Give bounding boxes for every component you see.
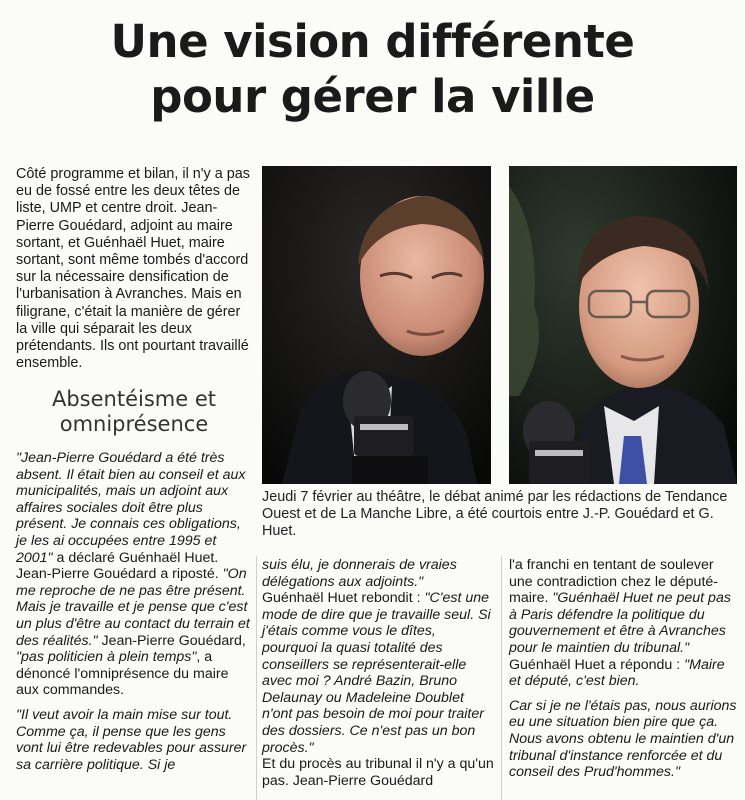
- column-1: [16, 450, 252, 773]
- col2-paragraph-2: [262, 590, 494, 756]
- subheading-line-2: omniprésence: [59, 412, 209, 436]
- photo-jp-gouedard: [262, 166, 491, 484]
- column-3: [509, 557, 737, 781]
- col3-paragraph-2: Car si je ne l'étais pas, nous aurions eu une situation bien pire que ça. Nous avons obtenu le maintien d'un tribunal d'instance renforcée et du conseil des Prud'hommes.": [509, 697, 737, 781]
- headline-line-2: pour gérer la ville: [150, 70, 595, 123]
- intro-paragraph: Côté programme et bilan, il n'y a pas eu de fossé entre les deux têtes de liste, UMP et centre droit. Jean-Pierre Gouédard, adjoint au maire sortant, et Guénhaël Huet, maire sortant, sont même tombés d'accord sur la nécessaire densification de l'urbanisation à Avranches. Mais en filigrane, c'était la manière de gérer la ville qui séparait les deux prétendants. Ils ont pourtant travaillé ensemble.: [16, 166, 250, 372]
- col3-text-1: l'a franchi en tentant de soulever une contradiction chez le député-maire.: [509, 557, 719, 607]
- col2-quote-1: "C'est une mode de dire que je travaille seul. Si j'étais comme vous le dîtes, pourquoi la quasi totalité des conseillers se représenterait-elle avec moi ? André Bazin, Bruno Delaunay ou Madeleine Doublet n'ont pas besoin de moi pour traiter des dossiers. Ce n'est pas un bon procès.": [262, 590, 491, 756]
- column-divider-1: [256, 556, 257, 800]
- col3-quote-2: "Maire et député, c'est bien.: [509, 656, 725, 690]
- col1-text-1: a déclaré Guénhaël Huet. Jean-Pierre Gouédard a riposté.: [16, 549, 223, 583]
- col1-text-2: Jean-Pierre Gouédard,: [97, 632, 246, 649]
- col2-paragraph-3: Et du procès au tribunal il n'y a qu'un pas. Jean-Pierre Gouédard: [262, 756, 494, 789]
- col1-paragraph-1: [16, 450, 252, 699]
- headline: [0, 14, 745, 124]
- col2-paragraph-1: suis élu, je donnerais de vraies délégations aux adjoints.": [262, 557, 457, 590]
- col1-quote-3: "pas politicien à plein temps": [16, 649, 197, 666]
- subheading: [16, 387, 252, 437]
- subheading-line-1: Absentéisme et: [51, 387, 216, 411]
- photo-g-huet: [509, 166, 737, 484]
- photo-caption: Jeudi 7 février au théâtre, le débat animé par les rédactions de Tendance Ouest et de La Manche Libre, a été courtois entre J.-P. Gouédard et G. Huet.: [262, 489, 728, 539]
- col1-quote-1: "Jean-Pierre Gouédard a été très absent. Il était bien au conseil et aux municipalités, mais un adjoint aux affaires sociales doit être plus présent. Je connais ces obligations, je les ai occupées entre 1995 et 2001": [16, 450, 246, 566]
- col3-text-2: Guénhaël Huet a répondu :: [509, 656, 685, 673]
- col1-quote-2: "On me reproche de ne pas être présent. Mais je travaille et je pense que c'est un plus d'être au contact du terrain et des réalités.": [16, 566, 250, 649]
- col2-text-1: Guénhaël Huet rebondit :: [262, 590, 425, 607]
- column-divider-2: [501, 556, 502, 800]
- col3-paragraph-1: [509, 557, 737, 690]
- col1-paragraph-2: "Il veut avoir la main mise sur tout. Comme ça, il pense que les gens vont lui être redevables pour assurer sa carrière politique. Si je: [16, 706, 247, 773]
- col3-quote-1: "Guénhaël Huet ne peut pas à Paris défendre la politique du gouvernement et être à Avranches pour le maintien du tribunal.": [509, 590, 731, 656]
- column-2: [262, 557, 494, 789]
- col1-text-3: , a dénoncé l'omniprésence du maire aux commandes.: [16, 649, 229, 699]
- headline-line-1: Une vision différente: [110, 15, 635, 68]
